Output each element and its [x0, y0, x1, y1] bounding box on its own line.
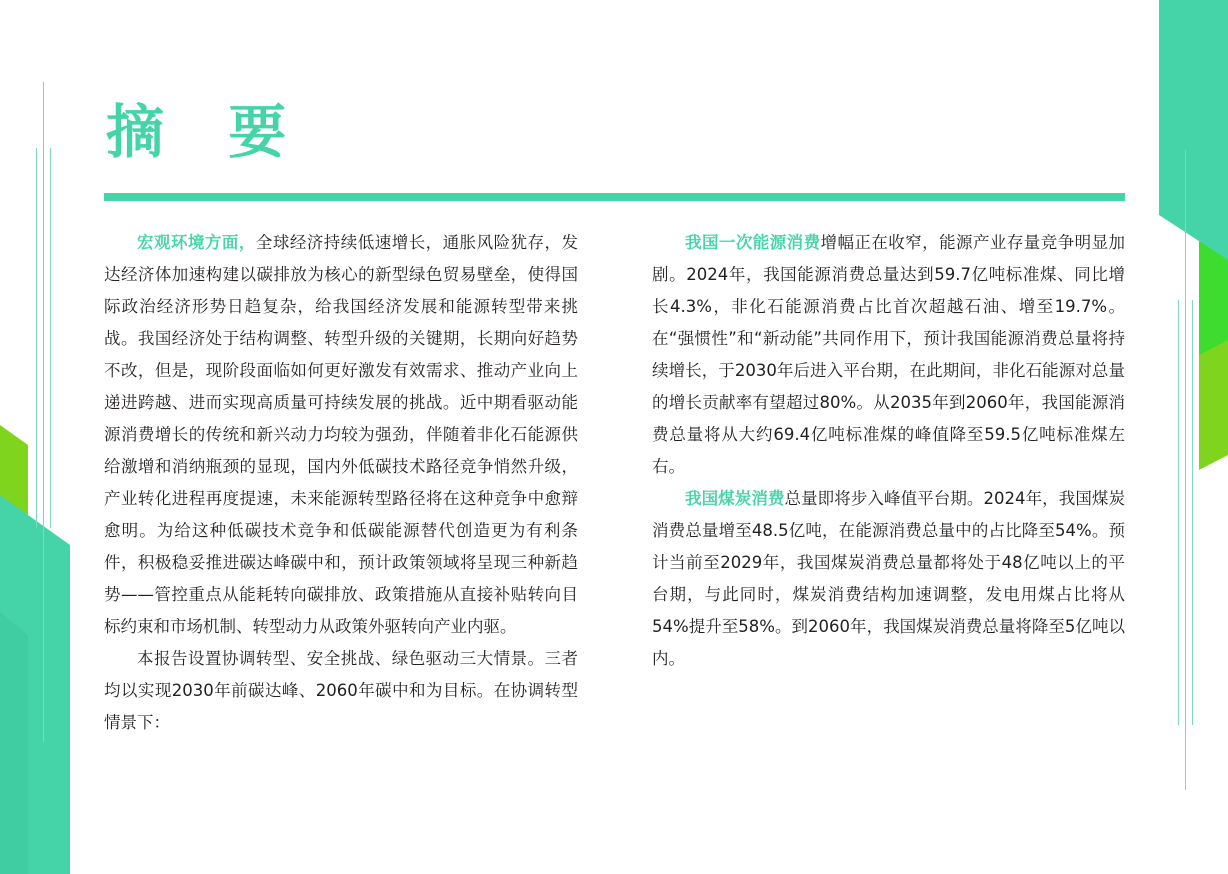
right-vertical-line-2	[1185, 150, 1186, 790]
macro-environment-text: 全球经济持续低速增长，通胀风险犹存，发达经济体加速构建以碳排放为核心的新型绿色贸易壁垒，使得国际政治经济形势日趋复杂，给我国经济发展和能源转型带来挑战。我国经济处于结构调整、转型升级的关键期，长期向好趋势不改，但是，现阶段面临如何更好激发有效需求、推动产业向上递进跨越、进而实现高质量可持续发展的挑战。近中期看驱动能源消费增长的传统和新兴动力均较为强劲，伴随着非化石能源供给激增和消纳瓶颈的显现，国内外低碳技术路径竞争悄然升级，产业转化进程再度提速，未来能源转型路径将在这种竞争中愈辩愈明。为给这种低碳技术竞争和低碳能源替代创造更为有利条件，积极稳妥推进碳达峰碳中和，预计政策领域将呈现三种新趋势——管控重点从能耗转向碳排放、政策措施从直接补贴转向目标约束和市场机制、转型动力从政策外驱转向产业内驱。	[104, 233, 579, 636]
right-teal-block	[1159, 0, 1228, 260]
left-decoration	[0, 0, 80, 874]
right-column	[652, 227, 1125, 675]
left-vertical-line-2	[43, 82, 44, 742]
title-underline	[104, 193, 1125, 201]
left-teal-shade	[0, 612, 28, 874]
paragraph-scenarios: 本报告设置协调转型、安全挑战、绿色驱动三大情景。三者均以实现2030年前碳达峰、2060年碳中和为目标。在协调转型情景下：	[104, 649, 578, 732]
right-vertical-line-3	[1192, 300, 1193, 725]
left-vertical-line-1	[36, 148, 37, 528]
page-title: 摘 要	[106, 98, 309, 166]
highlight-primary-energy: 我国一次能源消费	[685, 233, 821, 252]
right-vertical-line-1	[1178, 300, 1179, 725]
paragraph-primary-energy	[652, 227, 1125, 483]
coal-text: 总量即将步入峰值平台期。2024年，我国煤炭消费总量增至48.5亿吨，在能源消费总量中的占比降至54%。预计当前至2029年，我国煤炭消费总量都将处于48亿吨以上的平台期，与此同时，煤炭消费结构加速调整，发电用煤占比将从54%提升至58%。到2060年，我国煤炭消费总量将降至5亿吨以内。	[652, 489, 1125, 668]
left-column	[104, 227, 578, 739]
highlight-coal: 我国煤炭消费	[685, 489, 785, 508]
right-lime-stripe	[1199, 340, 1228, 470]
primary-energy-text: 增幅正在收窄，能源产业存量竞争明显加剧。2024年，我国能源消费总量达到59.7亿吨标准煤、同比增长4.3%，非化石能源消费占比首次超越石油、增至19.7%。在“强惯性”和“新动能”共同作用下，预计我国能源消费总量将持续增长，于2030年后进入平台期，在此期间，非化石能源对总量的增长贡献率有望超过80%。从2035年到2060年，我国能源消费总量将从大约69.4亿吨标准煤的峰值降至59.5亿吨标准煤左右。	[652, 233, 1126, 476]
highlight-macro-environment: 宏观环境方面，	[137, 233, 256, 252]
paragraph-macro-environment	[104, 227, 578, 643]
left-vertical-line-3	[50, 148, 51, 528]
paragraph-coal	[652, 483, 1125, 675]
